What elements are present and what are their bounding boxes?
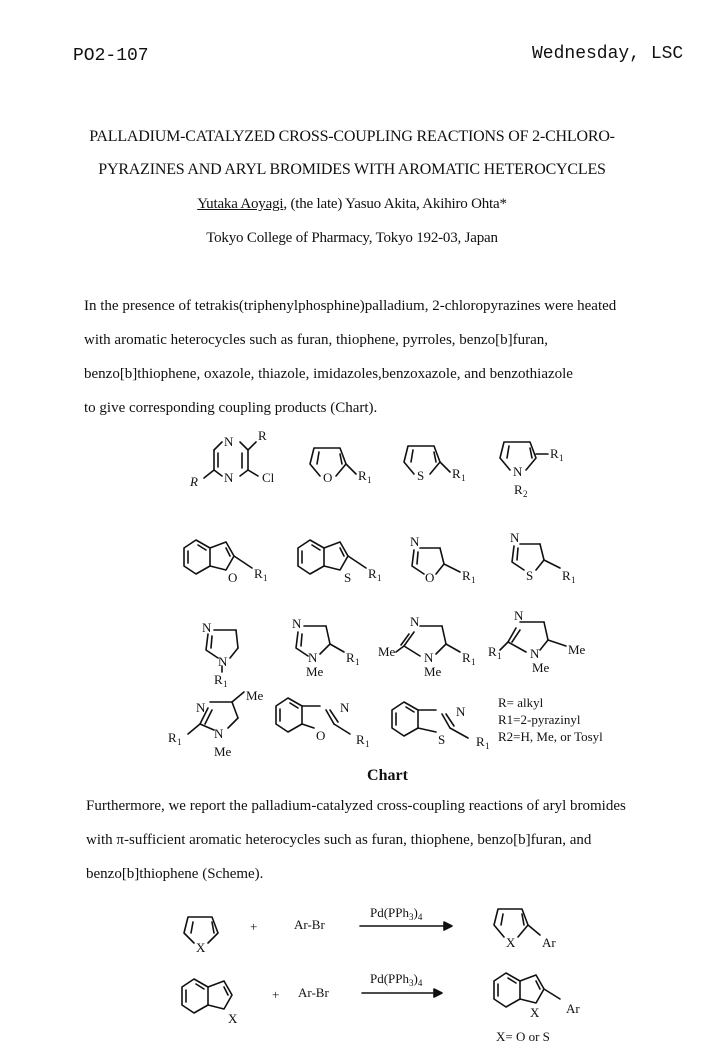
atom-label: Ar [542,935,556,950]
catalyst-label [370,905,423,922]
atom-label: Ar [566,1001,580,1016]
atom-label: R [476,734,485,749]
atom-label: R [514,482,523,497]
dimethylimidazole-2-structure [488,608,586,675]
thiophene-structure [404,446,466,483]
subscript: 1 [223,679,228,689]
benzofuran-structure [184,540,268,585]
legend-item: R1=2-pyrazinyl [498,712,581,727]
x-definition: X= O or S [496,1029,550,1044]
legend-item: R2=H, Me, or Tosyl [498,729,603,744]
atom-label: N [224,470,234,485]
subscript: 1 [365,739,370,749]
atom-label: N [514,608,524,623]
chart-legend [498,694,603,745]
subscript: 3 [409,978,414,988]
atom-label: N [456,704,466,719]
pyrrole-structure [500,442,564,499]
para1-line: benzo[b]thiophene, oxazole, thiazole, imidazoles,benzoxazole, and benzothiazole [84,366,573,382]
subscript: 1 [485,741,490,751]
atom-label: S [526,568,534,583]
subscript: 1 [461,473,466,483]
furan-structure [310,448,372,485]
subscript: 2 [523,489,528,499]
catalyst-close: ) [413,971,418,986]
atom-label: O [228,570,238,585]
atom-label: R [358,468,367,483]
atom-label: R [462,568,471,583]
atom-label: N [424,650,434,665]
atom-label: N [292,616,302,631]
plus-sign: + [250,919,258,934]
atom-label: S [344,570,352,585]
subscript: 1 [355,657,360,667]
atom-label: X [196,940,206,955]
atom-label: R [258,428,267,443]
atom-label: Me [568,642,586,657]
subscript: 1 [559,453,564,463]
atom-label: N [214,726,224,741]
dimethylimidazole-3-structure [168,688,264,759]
imidazole-n-substituted-structure [202,620,238,689]
plus-sign: + [272,987,280,1002]
para2-line: with π-sufficient aromatic heterocycles such as furan, thiophene, benzo[b]furan, and [86,832,592,848]
arrow-head [434,989,442,997]
oxazole-structure [410,534,476,585]
atom-label: R [452,466,461,481]
atom-label: Me [424,664,442,679]
dimethylimidazole-structure [378,614,476,679]
atom-label: R [488,644,497,659]
atom-label: X [530,1005,540,1020]
atom-label: N [410,614,420,629]
atom-label: N [308,650,318,665]
atom-label: X [228,1011,238,1026]
aryl-heterocycle-product [494,909,556,950]
atom-label: N [410,534,420,549]
atom-label: R [190,474,198,489]
atom-label: R [214,672,223,687]
para1-line: In the presence of tetrakis(triphenylphosphine)palladium, 2-chloropyrazines were heated [84,298,617,314]
atom-label: Me [306,664,324,679]
atom-label: R [254,566,263,581]
atom-label: Me [214,744,232,759]
subscript: 1 [177,737,182,747]
atom-label: R [346,650,355,665]
subscript: 3 [409,912,414,922]
presenting-author: Yutaka Aoyagi [197,196,284,212]
para1-line: with aromatic heterocycles such as furan, thiophene, pyrroles, benzo[b]furan, [84,332,548,348]
para1-line: to give corresponding coupling products (Chart). [84,400,378,416]
title-line-1: PALLADIUM-CATALYZED CROSS-COUPLING REACTIONS OF 2-CHLORO- [89,128,615,145]
atom-label: S [438,732,446,747]
aryl-bromide: Ar-Br [298,985,329,1000]
atom-label: N [196,700,206,715]
title-line-2: PYRAZINES AND ARYL BROMIDES WITH AROMATIC HETEROCYCLES [98,161,606,178]
atom-label: R [562,568,571,583]
atom-label: Me [378,644,396,659]
atom-label: R [462,650,471,665]
subscript: 4 [417,978,423,988]
aryl-bromide: Ar-Br [294,917,325,932]
benzoheterocycle-reactant [182,979,238,1026]
atom-label: S [417,468,425,483]
atom-label: N [224,434,234,449]
atom-label: Cl [262,470,275,485]
arrow-head [444,922,452,930]
atom-label: N [202,620,212,635]
atom-label: N [530,646,540,661]
subscript: 1 [367,475,372,485]
atom-label: O [316,728,326,743]
subscript: 1 [497,651,502,661]
subscript: 1 [471,575,476,585]
subscript: 1 [471,657,476,667]
atom-label: N [510,530,520,545]
session-day: Wednesday, LSC [532,44,684,64]
catalyst-main: Pd(PPh [370,905,410,920]
atom-label: R [168,730,177,745]
subscript: 1 [263,573,268,583]
atom-label: X [506,935,516,950]
catalyst-close: ) [413,905,418,920]
atom-label: R [368,566,377,581]
legend-item: R= alkyl [498,695,544,710]
subscript: 1 [377,573,382,583]
co-authors: , (the late) Yasuo Akita, Akihiro Ohta* [283,196,507,212]
benzothiazole-structure [392,702,490,751]
para2-line: Furthermore, we report the palladium-catalyzed cross-coupling reactions of aryl bromides [86,798,626,814]
atom-label: R [550,446,559,461]
atom-label: Me [246,688,264,703]
subscript: 1 [571,575,576,585]
affiliation: Tokyo College of Pharmacy, Tokyo 192-03, Japan [206,230,498,246]
atom-label: Me [532,660,550,675]
methylimidazole-structure [292,616,360,679]
heterocycle-reactant [184,917,218,955]
catalyst-label [370,971,423,988]
benzothiophene-structure [298,540,382,585]
aryl-benzoheterocycle-product [494,973,580,1020]
para2-line: benzo[b]thiophene (Scheme). [86,866,264,882]
benzoxazole-structure [276,698,370,749]
chart-caption: Chart [367,767,408,784]
reaction-scheme [0,895,704,1053]
atom-label: N [218,654,228,669]
atom-label: R [356,732,365,747]
poster-code: PO2-107 [73,46,149,66]
catalyst-main: Pd(PPh [370,971,410,986]
atom-label: N [340,700,350,715]
atom-label: N [513,464,523,479]
thiazole-structure [510,530,576,585]
atom-label: O [425,570,435,585]
chloropyrazine-structure [189,428,275,489]
atom-label: O [323,470,333,485]
author-line [0,196,704,213]
subscript: 4 [417,912,423,922]
